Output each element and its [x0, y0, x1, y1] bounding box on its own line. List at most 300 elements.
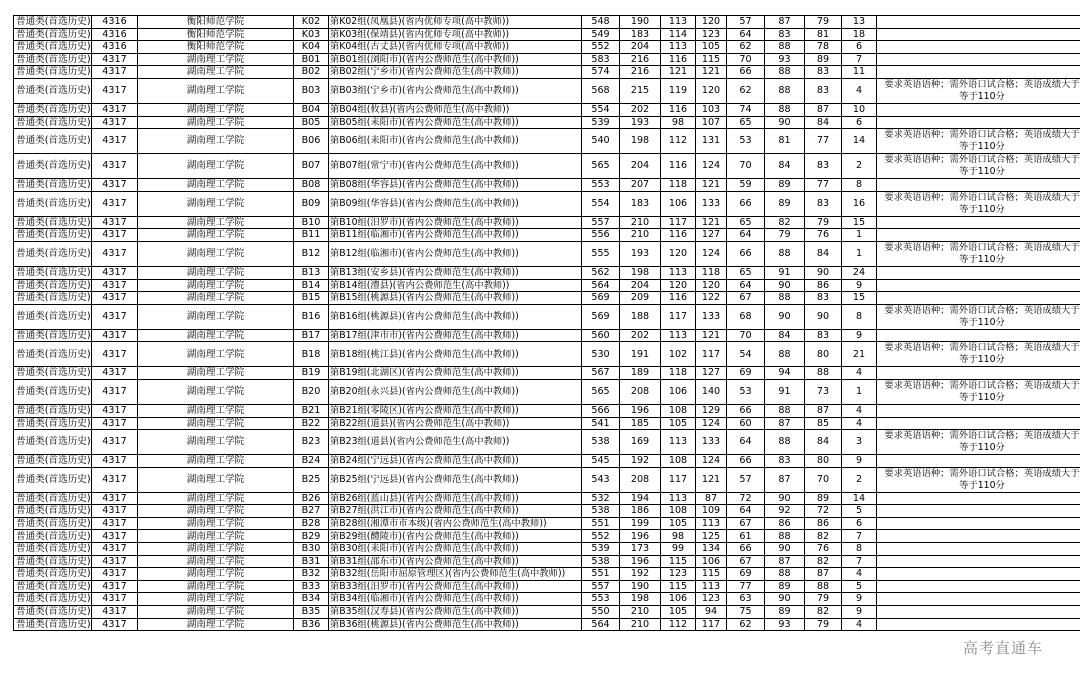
- category-cell: 普通类(首选历史): [14, 16, 92, 29]
- chinese-score-cell: 202: [620, 103, 661, 116]
- subject1-score-cell: 53: [727, 379, 765, 404]
- math-score-cell: 113: [661, 41, 696, 54]
- total-score-cell: 551: [582, 517, 620, 530]
- table-row: [14, 241, 1080, 266]
- subject2-score-cell: 93: [765, 53, 805, 66]
- foreign-score-cell: 87: [696, 492, 727, 505]
- foreign-score-cell: 133: [696, 430, 727, 455]
- school-name-cell: 湖南理工学院: [138, 304, 294, 329]
- school-name-cell: 湖南理工学院: [138, 618, 294, 631]
- table-row: [14, 455, 1080, 468]
- school-code-cell: 4317: [92, 593, 138, 606]
- category-cell: 普通类(首选历史): [14, 580, 92, 593]
- math-score-cell: 108: [661, 455, 696, 468]
- chinese-score-cell: 192: [620, 568, 661, 581]
- remark-cell: 要求英语语种；需外语口试合格；英语成绩大于等于110分: [877, 379, 1080, 404]
- subject3-score-cell: 72: [805, 505, 842, 518]
- group-name-cell: 第B34组(临湘市)(省内公费师范生(高中教师)): [329, 593, 582, 606]
- total-score-cell: 543: [582, 467, 620, 492]
- subject3-score-cell: 90: [805, 304, 842, 329]
- chinese-score-cell: 193: [620, 116, 661, 129]
- school-name-cell: 湖南理工学院: [138, 580, 294, 593]
- table-row: [14, 467, 1080, 492]
- group-name-cell: 第B27组(洪江市)(省内公费师范生(高中教师)): [329, 505, 582, 518]
- subject1-score-cell: 59: [727, 179, 765, 192]
- table-row: [14, 103, 1080, 116]
- school-code-cell: 4317: [92, 568, 138, 581]
- subject2-score-cell: 87: [765, 417, 805, 430]
- math-score-cell: 99: [661, 543, 696, 556]
- group-name-cell: 第B35组(汉寿县)(省内公费师范生(高中教师)): [329, 606, 582, 619]
- subject3-score-cell: 78: [805, 41, 842, 54]
- plan-count-cell: 2: [842, 467, 877, 492]
- subject2-score-cell: 93: [765, 618, 805, 631]
- subject3-score-cell: 79: [805, 16, 842, 29]
- school-code-cell: 4317: [92, 543, 138, 556]
- school-name-cell: 湖南理工学院: [138, 568, 294, 581]
- group-name-cell: 第B26组(蓝山县)(省内公费师范生(高中教师)): [329, 492, 582, 505]
- category-cell: 普通类(首选历史): [14, 329, 92, 342]
- foreign-score-cell: 109: [696, 505, 727, 518]
- math-score-cell: 115: [661, 555, 696, 568]
- table-row: [14, 266, 1080, 279]
- subject2-score-cell: 88: [765, 41, 805, 54]
- school-code-cell: 4317: [92, 492, 138, 505]
- chinese-score-cell: 188: [620, 304, 661, 329]
- subject3-score-cell: 89: [805, 492, 842, 505]
- plan-count-cell: 6: [842, 116, 877, 129]
- plan-count-cell: 9: [842, 455, 877, 468]
- group-code-cell: B20: [294, 379, 329, 404]
- math-score-cell: 105: [661, 606, 696, 619]
- group-name-cell: 第B33组(汨罗市)(省内公费师范生(高中教师)): [329, 580, 582, 593]
- group-name-cell: 第B06组(耒阳市)(省内公费师范生(高中教师)): [329, 129, 582, 154]
- foreign-score-cell: 129: [696, 404, 727, 417]
- subject3-score-cell: 83: [805, 191, 842, 216]
- plan-count-cell: 4: [842, 618, 877, 631]
- group-code-cell: B10: [294, 216, 329, 229]
- subject3-score-cell: 82: [805, 606, 842, 619]
- math-score-cell: 114: [661, 28, 696, 41]
- remark-cell: 要求英语语种；需外语口试合格；英语成绩大于等于110分: [877, 191, 1080, 216]
- table-row: [14, 53, 1080, 66]
- group-code-cell: B14: [294, 279, 329, 292]
- subject3-score-cell: 86: [805, 517, 842, 530]
- plan-count-cell: 9: [842, 329, 877, 342]
- subject1-score-cell: 66: [727, 241, 765, 266]
- subject2-score-cell: 89: [765, 191, 805, 216]
- group-code-cell: B08: [294, 179, 329, 192]
- school-code-cell: 4317: [92, 279, 138, 292]
- school-name-cell: 湖南理工学院: [138, 430, 294, 455]
- group-name-cell: 第B05组(耒阳市)(省内公费师范生(高中教师)): [329, 116, 582, 129]
- subject2-score-cell: 90: [765, 279, 805, 292]
- school-code-cell: 4317: [92, 430, 138, 455]
- remark-cell: 要求英语语种；需外语口试合格；英语成绩大于等于110分: [877, 78, 1080, 103]
- plan-count-cell: 7: [842, 555, 877, 568]
- subject2-score-cell: 83: [765, 28, 805, 41]
- remark-cell: 要求英语语种；需外语口试合格；英语成绩大于等于110分: [877, 129, 1080, 154]
- table-row: [14, 379, 1080, 404]
- category-cell: 普通类(首选历史): [14, 404, 92, 417]
- group-code-cell: B36: [294, 618, 329, 631]
- subject1-score-cell: 69: [727, 367, 765, 380]
- table-row: [14, 179, 1080, 192]
- subject3-score-cell: 83: [805, 292, 842, 305]
- subject2-score-cell: 86: [765, 517, 805, 530]
- category-cell: 普通类(首选历史): [14, 179, 92, 192]
- subject2-score-cell: 90: [765, 116, 805, 129]
- group-name-cell: 第B32组(岳阳市屈原管理区)(省内公费师范生(高中教师)): [329, 568, 582, 581]
- table-row: [14, 580, 1080, 593]
- category-cell: 普通类(首选历史): [14, 379, 92, 404]
- plan-count-cell: 13: [842, 16, 877, 29]
- subject1-score-cell: 75: [727, 606, 765, 619]
- subject1-score-cell: 62: [727, 618, 765, 631]
- total-score-cell: 554: [582, 103, 620, 116]
- total-score-cell: 574: [582, 66, 620, 79]
- subject2-score-cell: 88: [765, 342, 805, 367]
- subject2-score-cell: 90: [765, 492, 805, 505]
- math-score-cell: 113: [661, 329, 696, 342]
- school-name-cell: 湖南理工学院: [138, 216, 294, 229]
- group-name-cell: 第B22组(道县)(省内公费师范生(高中教师)): [329, 417, 582, 430]
- foreign-score-cell: 103: [696, 103, 727, 116]
- remark-cell: [877, 367, 1080, 380]
- subject2-score-cell: 88: [765, 430, 805, 455]
- subject2-score-cell: 79: [765, 229, 805, 242]
- subject2-score-cell: 88: [765, 568, 805, 581]
- table-row: [14, 555, 1080, 568]
- math-score-cell: 116: [661, 292, 696, 305]
- subject1-score-cell: 72: [727, 492, 765, 505]
- total-score-cell: 552: [582, 530, 620, 543]
- plan-count-cell: 4: [842, 568, 877, 581]
- total-score-cell: 568: [582, 78, 620, 103]
- category-cell: 普通类(首选历史): [14, 492, 92, 505]
- table-row: [14, 530, 1080, 543]
- chinese-score-cell: 183: [620, 28, 661, 41]
- chinese-score-cell: 198: [620, 593, 661, 606]
- remark-cell: [877, 53, 1080, 66]
- math-score-cell: 120: [661, 241, 696, 266]
- table-row: [14, 229, 1080, 242]
- category-cell: 普通类(首选历史): [14, 342, 92, 367]
- plan-count-cell: 15: [842, 292, 877, 305]
- plan-count-cell: 8: [842, 543, 877, 556]
- table-row: [14, 568, 1080, 581]
- group-name-cell: 第B19组(北湖区)(省内公费师范生(高中教师)): [329, 367, 582, 380]
- math-score-cell: 113: [661, 16, 696, 29]
- category-cell: 普通类(首选历史): [14, 116, 92, 129]
- group-code-cell: B13: [294, 266, 329, 279]
- remark-cell: [877, 543, 1080, 556]
- subject1-score-cell: 68: [727, 304, 765, 329]
- school-name-cell: 湖南理工学院: [138, 505, 294, 518]
- remark-cell: 要求英语语种；需外语口试合格；英语成绩大于等于110分: [877, 241, 1080, 266]
- category-cell: 普通类(首选历史): [14, 430, 92, 455]
- subject1-score-cell: 70: [727, 329, 765, 342]
- group-code-cell: B03: [294, 78, 329, 103]
- admission-score-table: [13, 15, 1080, 631]
- foreign-score-cell: 124: [696, 154, 727, 179]
- remark-cell: [877, 116, 1080, 129]
- total-score-cell: 550: [582, 606, 620, 619]
- plan-count-cell: 4: [842, 417, 877, 430]
- category-cell: 普通类(首选历史): [14, 417, 92, 430]
- group-code-cell: B25: [294, 467, 329, 492]
- chinese-score-cell: 186: [620, 505, 661, 518]
- subject2-score-cell: 81: [765, 129, 805, 154]
- total-score-cell: 562: [582, 266, 620, 279]
- school-code-cell: 4317: [92, 555, 138, 568]
- subject1-score-cell: 66: [727, 455, 765, 468]
- subject2-score-cell: 84: [765, 329, 805, 342]
- subject1-score-cell: 62: [727, 78, 765, 103]
- category-cell: 普通类(首选历史): [14, 517, 92, 530]
- table-row: [14, 517, 1080, 530]
- category-cell: 普通类(首选历史): [14, 266, 92, 279]
- subject3-score-cell: 85: [805, 417, 842, 430]
- subject2-score-cell: 92: [765, 505, 805, 518]
- foreign-score-cell: 94: [696, 606, 727, 619]
- math-score-cell: 117: [661, 216, 696, 229]
- remark-cell: [877, 279, 1080, 292]
- remark-cell: [877, 517, 1080, 530]
- group-code-cell: B24: [294, 455, 329, 468]
- subject3-score-cell: 79: [805, 618, 842, 631]
- remark-cell: [877, 530, 1080, 543]
- remark-cell: [877, 16, 1080, 29]
- subject1-score-cell: 64: [727, 28, 765, 41]
- total-score-cell: 556: [582, 229, 620, 242]
- school-name-cell: 湖南理工学院: [138, 266, 294, 279]
- total-score-cell: 560: [582, 329, 620, 342]
- foreign-score-cell: 121: [696, 329, 727, 342]
- math-score-cell: 117: [661, 467, 696, 492]
- plan-count-cell: 1: [842, 379, 877, 404]
- total-score-cell: 566: [582, 404, 620, 417]
- math-score-cell: 108: [661, 505, 696, 518]
- subject1-score-cell: 62: [727, 41, 765, 54]
- group-code-cell: B35: [294, 606, 329, 619]
- school-name-cell: 湖南理工学院: [138, 404, 294, 417]
- remark-cell: [877, 66, 1080, 79]
- foreign-score-cell: 121: [696, 216, 727, 229]
- plan-count-cell: 7: [842, 530, 877, 543]
- plan-count-cell: 4: [842, 367, 877, 380]
- group-name-cell: 第B11组(临湘市)(省内公费师范生(高中教师)): [329, 229, 582, 242]
- chinese-score-cell: 216: [620, 66, 661, 79]
- subject1-score-cell: 70: [727, 154, 765, 179]
- school-name-cell: 衡阳师范学院: [138, 28, 294, 41]
- table-row: [14, 66, 1080, 79]
- chinese-score-cell: 199: [620, 517, 661, 530]
- school-code-cell: 4317: [92, 154, 138, 179]
- school-name-cell: 湖南理工学院: [138, 555, 294, 568]
- school-code-cell: 4316: [92, 41, 138, 54]
- subject1-score-cell: 70: [727, 53, 765, 66]
- subject1-score-cell: 64: [727, 229, 765, 242]
- group-code-cell: B11: [294, 229, 329, 242]
- math-score-cell: 120: [661, 279, 696, 292]
- subject1-score-cell: 64: [727, 505, 765, 518]
- subject1-score-cell: 65: [727, 266, 765, 279]
- school-name-cell: 湖南理工学院: [138, 292, 294, 305]
- subject3-score-cell: 77: [805, 129, 842, 154]
- chinese-score-cell: 210: [620, 618, 661, 631]
- math-score-cell: 105: [661, 517, 696, 530]
- remark-cell: [877, 606, 1080, 619]
- table-body: [14, 16, 1080, 631]
- foreign-score-cell: 121: [696, 66, 727, 79]
- group-code-cell: B02: [294, 66, 329, 79]
- foreign-score-cell: 125: [696, 530, 727, 543]
- category-cell: 普通类(首选历史): [14, 568, 92, 581]
- category-cell: 普通类(首选历史): [14, 530, 92, 543]
- group-name-cell: 第B29组(醴陵市)(省内公费师范生(高中教师)): [329, 530, 582, 543]
- group-name-cell: 第B01组(浏阳市)(省内公费师范生(高中教师)): [329, 53, 582, 66]
- school-name-cell: 湖南理工学院: [138, 116, 294, 129]
- foreign-score-cell: 123: [696, 28, 727, 41]
- school-code-cell: 4317: [92, 241, 138, 266]
- subject1-score-cell: 65: [727, 116, 765, 129]
- total-score-cell: 564: [582, 279, 620, 292]
- subject2-score-cell: 88: [765, 404, 805, 417]
- plan-count-cell: 6: [842, 41, 877, 54]
- remark-cell: [877, 329, 1080, 342]
- school-name-cell: 湖南理工学院: [138, 229, 294, 242]
- group-name-cell: 第B18组(桃江县)(省内公费师范生(高中教师)): [329, 342, 582, 367]
- group-code-cell: B05: [294, 116, 329, 129]
- math-score-cell: 118: [661, 179, 696, 192]
- subject2-score-cell: 88: [765, 78, 805, 103]
- total-score-cell: 553: [582, 179, 620, 192]
- remark-cell: [877, 417, 1080, 430]
- subject3-score-cell: 82: [805, 530, 842, 543]
- subject2-score-cell: 87: [765, 467, 805, 492]
- total-score-cell: 557: [582, 580, 620, 593]
- foreign-score-cell: 123: [696, 593, 727, 606]
- subject2-score-cell: 91: [765, 266, 805, 279]
- foreign-score-cell: 127: [696, 367, 727, 380]
- chinese-score-cell: 198: [620, 266, 661, 279]
- total-score-cell: 539: [582, 543, 620, 556]
- subject1-score-cell: 74: [727, 103, 765, 116]
- plan-count-cell: 1: [842, 229, 877, 242]
- total-score-cell: 557: [582, 216, 620, 229]
- subject3-score-cell: 87: [805, 568, 842, 581]
- chinese-score-cell: 204: [620, 41, 661, 54]
- subject2-score-cell: 83: [765, 455, 805, 468]
- plan-count-cell: 16: [842, 191, 877, 216]
- group-name-cell: 第B23组(道县)(省内公费师范生(高中教师)): [329, 430, 582, 455]
- group-name-cell: 第K04组(古丈县)(省内优师专项(高中教师)): [329, 41, 582, 54]
- plan-count-cell: 11: [842, 66, 877, 79]
- group-code-cell: B33: [294, 580, 329, 593]
- category-cell: 普通类(首选历史): [14, 229, 92, 242]
- group-code-cell: B16: [294, 304, 329, 329]
- foreign-score-cell: 133: [696, 191, 727, 216]
- remark-cell: [877, 455, 1080, 468]
- group-name-cell: 第B17组(津市市)(省内公费师范生(高中教师)): [329, 329, 582, 342]
- chinese-score-cell: 210: [620, 606, 661, 619]
- category-cell: 普通类(首选历史): [14, 53, 92, 66]
- category-cell: 普通类(首选历史): [14, 467, 92, 492]
- math-score-cell: 116: [661, 103, 696, 116]
- table-row: [14, 543, 1080, 556]
- subject2-score-cell: 90: [765, 593, 805, 606]
- table-row: [14, 417, 1080, 430]
- subject3-score-cell: 87: [805, 404, 842, 417]
- subject2-score-cell: 82: [765, 216, 805, 229]
- chinese-score-cell: 198: [620, 129, 661, 154]
- group-code-cell: B32: [294, 568, 329, 581]
- chinese-score-cell: 183: [620, 191, 661, 216]
- group-code-cell: B09: [294, 191, 329, 216]
- table-row: [14, 216, 1080, 229]
- chinese-score-cell: 190: [620, 16, 661, 29]
- remark-cell: [877, 103, 1080, 116]
- group-name-cell: 第B30组(耒阳市)(省内公费师范生(高中教师)): [329, 543, 582, 556]
- group-name-cell: 第B04组(攸县)(省内公费师范生(高中教师)): [329, 103, 582, 116]
- subject2-score-cell: 87: [765, 16, 805, 29]
- plan-count-cell: 5: [842, 505, 877, 518]
- math-score-cell: 98: [661, 116, 696, 129]
- chinese-score-cell: 196: [620, 530, 661, 543]
- group-code-cell: B06: [294, 129, 329, 154]
- school-code-cell: 4317: [92, 103, 138, 116]
- school-name-cell: 衡阳师范学院: [138, 16, 294, 29]
- group-name-cell: 第B24组(宁远县)(省内公费师范生(高中教师)): [329, 455, 582, 468]
- school-name-cell: 湖南理工学院: [138, 455, 294, 468]
- total-score-cell: 569: [582, 292, 620, 305]
- subject3-score-cell: 77: [805, 179, 842, 192]
- group-name-cell: 第B36组(桃源县)(省内公费师范生(高中教师)): [329, 618, 582, 631]
- math-score-cell: 116: [661, 53, 696, 66]
- total-score-cell: 545: [582, 455, 620, 468]
- group-name-cell: 第B14组(澧县)(省内公费师范生(高中教师)): [329, 279, 582, 292]
- remark-cell: [877, 28, 1080, 41]
- group-name-cell: 第B08组(华容县)(省内公费师范生(高中教师)): [329, 179, 582, 192]
- group-code-cell: B28: [294, 517, 329, 530]
- subject2-score-cell: 89: [765, 580, 805, 593]
- group-code-cell: K02: [294, 16, 329, 29]
- subject1-score-cell: 66: [727, 66, 765, 79]
- foreign-score-cell: 120: [696, 78, 727, 103]
- group-name-cell: 第B12组(临湘市)(省内公费师范生(高中教师)): [329, 241, 582, 266]
- foreign-score-cell: 115: [696, 568, 727, 581]
- chinese-score-cell: 210: [620, 216, 661, 229]
- category-cell: 普通类(首选历史): [14, 279, 92, 292]
- group-name-cell: 第K02组(凤凰县)(省内优师专项(高中教师)): [329, 16, 582, 29]
- category-cell: 普通类(首选历史): [14, 304, 92, 329]
- total-score-cell: 565: [582, 379, 620, 404]
- plan-count-cell: 14: [842, 492, 877, 505]
- category-cell: 普通类(首选历史): [14, 367, 92, 380]
- subject2-score-cell: 87: [765, 555, 805, 568]
- school-name-cell: 衡阳师范学院: [138, 41, 294, 54]
- chinese-score-cell: 196: [620, 404, 661, 417]
- school-code-cell: 4316: [92, 28, 138, 41]
- plan-count-cell: 9: [842, 279, 877, 292]
- group-name-cell: 第B09组(华容县)(省内公费师范生(高中教师)): [329, 191, 582, 216]
- subject3-score-cell: 81: [805, 28, 842, 41]
- subject2-score-cell: 90: [765, 304, 805, 329]
- subject1-score-cell: 57: [727, 16, 765, 29]
- group-code-cell: B15: [294, 292, 329, 305]
- foreign-score-cell: 121: [696, 179, 727, 192]
